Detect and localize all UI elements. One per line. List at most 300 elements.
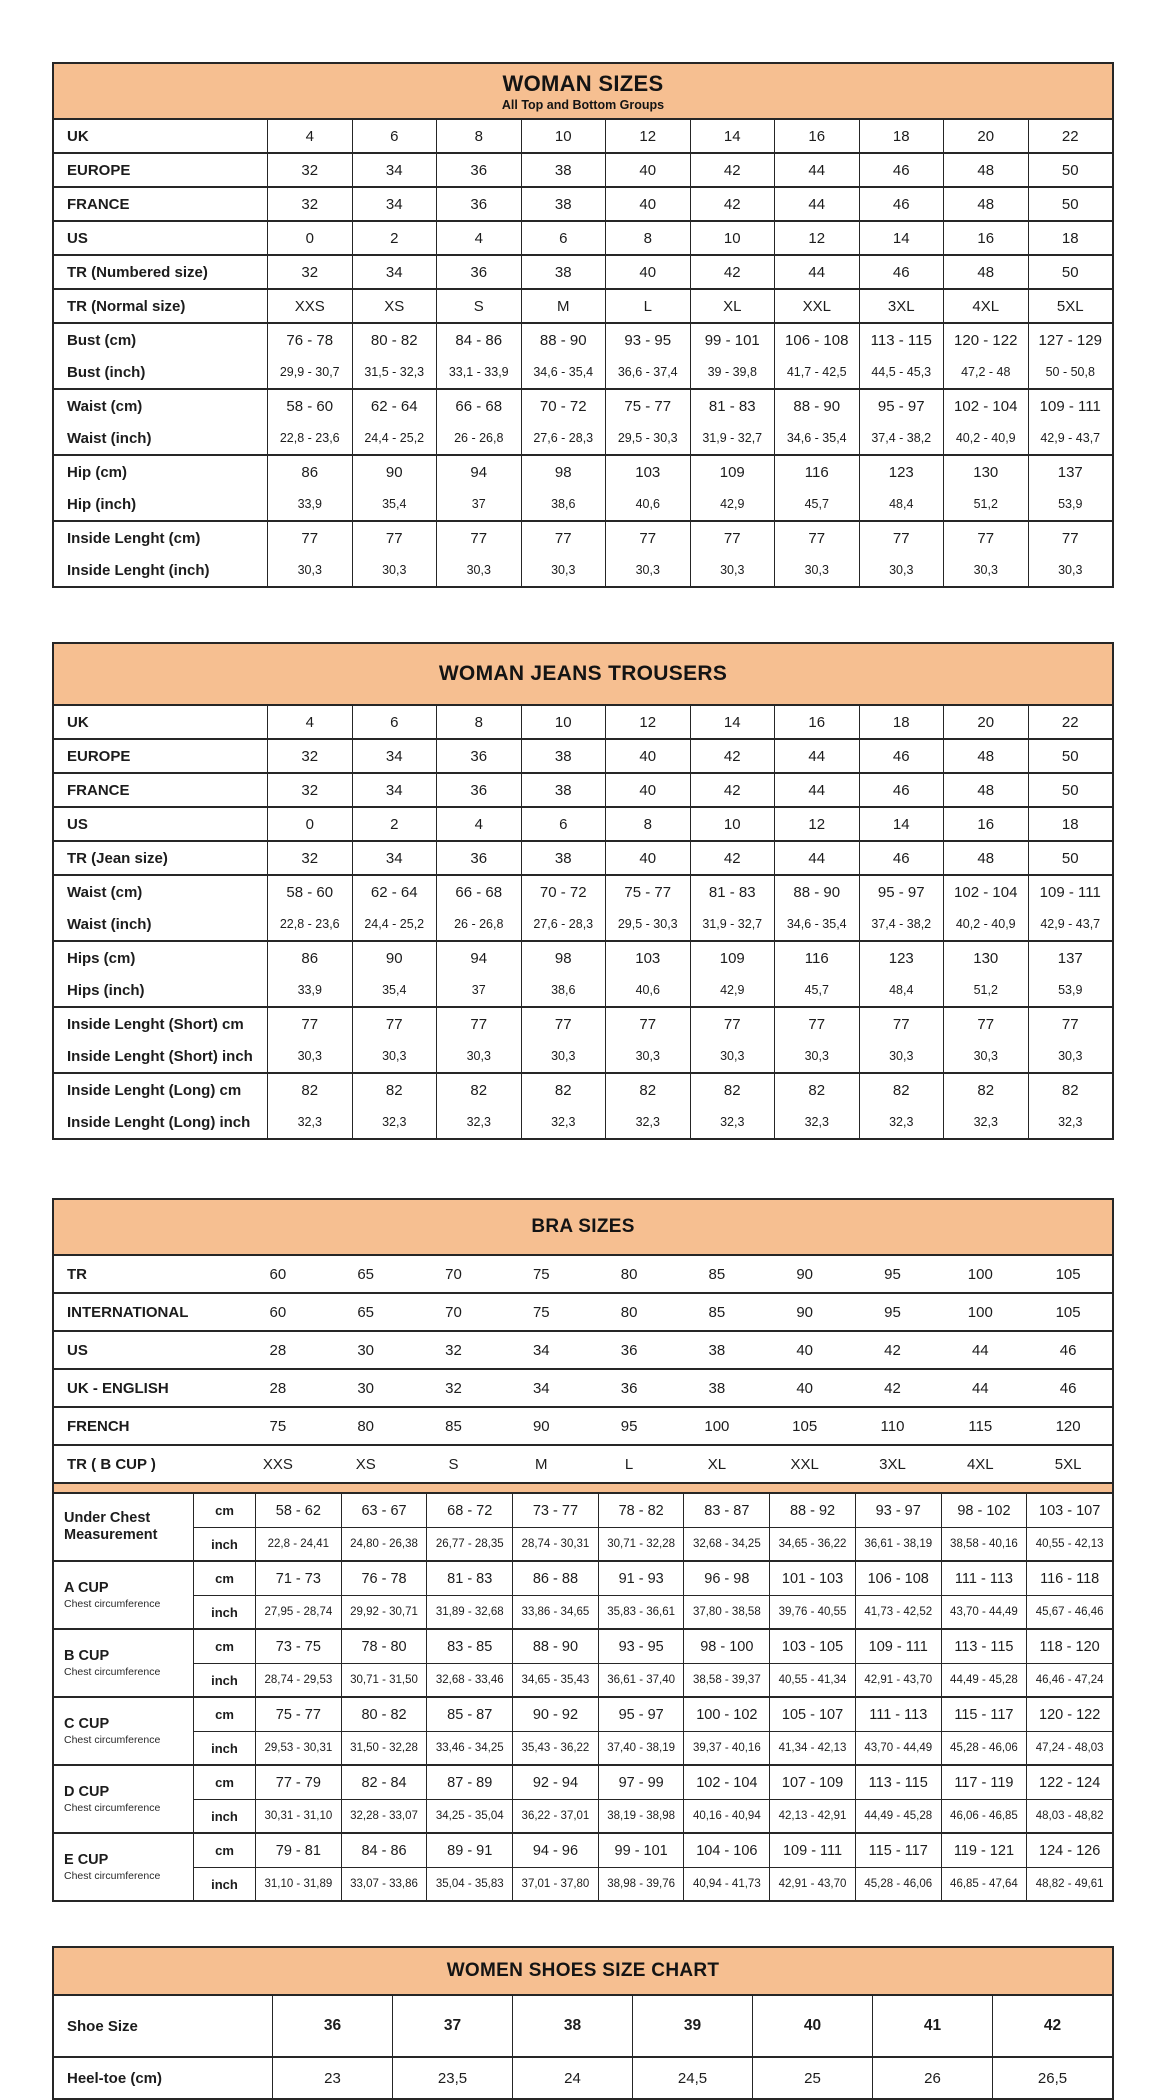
size-value: 94 bbox=[436, 942, 521, 974]
size-value: 80 bbox=[357, 1417, 375, 1435]
size-value: 58 - 60 bbox=[267, 876, 352, 908]
size-value: 98 bbox=[521, 942, 606, 974]
size-value: 42,9 - 43,7 bbox=[1028, 422, 1113, 454]
size-value: 95 - 97 bbox=[859, 876, 944, 908]
size-value: 36 bbox=[436, 774, 521, 806]
size-value: 30,3 bbox=[605, 1040, 690, 1072]
size-value: 50 bbox=[1028, 256, 1113, 288]
size-value: 77 bbox=[943, 522, 1028, 554]
size-value: 80 - 82 bbox=[352, 324, 437, 356]
size-value: 41,7 - 42,5 bbox=[774, 356, 859, 388]
bra-value: 124 - 126 bbox=[1026, 1834, 1112, 1867]
size-value: 38 bbox=[521, 842, 606, 874]
row-label: INTERNATIONAL bbox=[67, 1303, 189, 1321]
bra-value: 98 - 100 bbox=[683, 1630, 769, 1663]
size-value: 88 - 90 bbox=[521, 324, 606, 356]
size-value: 30,3 bbox=[436, 554, 521, 586]
size-value: 137 bbox=[1028, 942, 1113, 974]
unit-label: cm bbox=[193, 1698, 255, 1731]
bra-value: 48,03 - 48,82 bbox=[1026, 1799, 1112, 1832]
size-value: 40 bbox=[605, 154, 690, 186]
size-value: 41 bbox=[872, 1996, 992, 2056]
size-value: 127 - 129 bbox=[1028, 324, 1113, 356]
size-value: 85 bbox=[445, 1417, 462, 1435]
size-value: 36 bbox=[272, 1996, 392, 2056]
cup-group bbox=[54, 1764, 1112, 1832]
size-value: 32,3 bbox=[605, 1106, 690, 1138]
size-value: 48,4 bbox=[859, 974, 944, 1006]
size-value: 76 - 78 bbox=[267, 324, 352, 356]
cup-subtitle: Chest circumference bbox=[64, 1870, 161, 1883]
bra-value: 76 - 78 bbox=[341, 1562, 427, 1595]
size-value: 32 bbox=[445, 1341, 462, 1359]
row-label: Bust (inch) bbox=[67, 363, 146, 381]
row-label: TR (Numbered size) bbox=[67, 263, 208, 281]
size-value: 75 - 77 bbox=[605, 390, 690, 422]
size-value: 30,3 bbox=[859, 554, 944, 586]
size-value: XXS bbox=[262, 1455, 293, 1473]
bra-value: 117 - 119 bbox=[941, 1766, 1027, 1799]
table-row bbox=[54, 876, 1112, 908]
table-row bbox=[54, 2058, 1112, 2098]
bra-value: 45,28 - 46,06 bbox=[855, 1867, 941, 1900]
bra-value: 33,46 - 34,25 bbox=[426, 1731, 512, 1764]
size-value: 31,9 - 32,7 bbox=[690, 908, 775, 940]
bra-value: 29,53 - 30,31 bbox=[255, 1731, 341, 1764]
bra-value: 71 - 73 bbox=[255, 1562, 341, 1595]
size-value: 48 bbox=[943, 256, 1028, 288]
size-value: 85 bbox=[708, 1265, 726, 1283]
size-value: 24,4 - 25,2 bbox=[352, 908, 437, 940]
row-group bbox=[54, 738, 1112, 772]
bra-sizes-header bbox=[54, 1200, 1112, 1256]
size-value: 14 bbox=[690, 120, 775, 152]
size-value: 116 bbox=[774, 942, 859, 974]
size-value: 18 bbox=[1028, 808, 1113, 840]
size-value: 95 bbox=[620, 1417, 638, 1435]
bra-value: 104 - 106 bbox=[683, 1834, 769, 1867]
size-value: 32 bbox=[267, 154, 352, 186]
size-value: 4 bbox=[267, 706, 352, 738]
row-label: EUROPE bbox=[67, 747, 131, 765]
size-value: 2 bbox=[352, 222, 437, 254]
bra-value: 46,06 - 46,85 bbox=[941, 1799, 1027, 1832]
bra-value: 28,74 - 30,31 bbox=[512, 1527, 598, 1560]
size-value: 44,5 - 45,3 bbox=[859, 356, 944, 388]
size-value: 99 - 101 bbox=[690, 324, 775, 356]
size-value: 137 bbox=[1028, 456, 1113, 488]
size-value: 30,3 bbox=[774, 554, 859, 586]
table-row bbox=[54, 522, 1112, 554]
bra-value: 58 - 62 bbox=[255, 1494, 341, 1527]
woman-jeans-header bbox=[54, 644, 1112, 706]
bra-sizes-table bbox=[52, 1198, 1114, 1902]
size-value: 90 bbox=[352, 456, 437, 488]
size-value: 62 - 64 bbox=[352, 390, 437, 422]
size-value: 29,5 - 30,3 bbox=[605, 422, 690, 454]
row-label: FRANCE bbox=[67, 195, 130, 213]
size-value: 100 bbox=[704, 1417, 730, 1435]
size-value: 48 bbox=[943, 154, 1028, 186]
size-value: 3XL bbox=[879, 1455, 906, 1473]
bra-value: 84 - 86 bbox=[341, 1834, 427, 1867]
size-value: 12 bbox=[774, 222, 859, 254]
row-group bbox=[54, 840, 1112, 874]
size-value: 38,6 bbox=[521, 488, 606, 520]
size-value: 109 bbox=[690, 942, 775, 974]
size-value: 16 bbox=[943, 808, 1028, 840]
size-value: 45,7 bbox=[774, 974, 859, 1006]
size-value: 50 - 50,8 bbox=[1028, 356, 1113, 388]
size-value: 6 bbox=[521, 222, 606, 254]
bra-value: 40,16 - 40,94 bbox=[683, 1799, 769, 1832]
bra-value: 92 - 94 bbox=[512, 1766, 598, 1799]
size-value: 81 - 83 bbox=[690, 876, 775, 908]
bra-value: 36,22 - 37,01 bbox=[512, 1799, 598, 1832]
size-value: 109 bbox=[690, 456, 775, 488]
unit-label: cm bbox=[193, 1562, 255, 1595]
size-value: 120 bbox=[1055, 1417, 1081, 1435]
row-label: Inside Lenght (Long) inch bbox=[67, 1113, 251, 1131]
size-value: 77 bbox=[352, 522, 437, 554]
cup-label bbox=[54, 1766, 193, 1832]
size-value: 77 bbox=[690, 1008, 775, 1040]
bra-value: 40,94 - 41,73 bbox=[683, 1867, 769, 1900]
bra-value: 44,49 - 45,28 bbox=[941, 1663, 1027, 1696]
size-value: 16 bbox=[943, 222, 1028, 254]
size-value: 36 bbox=[436, 154, 521, 186]
size-value: 30,3 bbox=[521, 554, 606, 586]
size-value: 20 bbox=[943, 706, 1028, 738]
bra-value: 83 - 87 bbox=[683, 1494, 769, 1527]
size-value: 4 bbox=[267, 120, 352, 152]
size-value: 38 bbox=[521, 740, 606, 772]
table-row bbox=[54, 740, 1112, 772]
size-value: 30,3 bbox=[267, 554, 352, 586]
bra-value: 63 - 67 bbox=[341, 1494, 427, 1527]
size-value: 38 bbox=[708, 1379, 726, 1397]
size-value: 82 bbox=[605, 1074, 690, 1106]
row-group bbox=[54, 2056, 1112, 2098]
bra-value: 78 - 80 bbox=[341, 1630, 427, 1663]
size-value: 116 bbox=[774, 456, 859, 488]
row-group bbox=[54, 1006, 1112, 1072]
women-shoes-header bbox=[54, 1948, 1112, 1996]
size-value: 46 bbox=[859, 154, 944, 186]
table-row bbox=[54, 324, 1112, 356]
woman-jeans-grid bbox=[54, 706, 1112, 1138]
bra-value: 96 - 98 bbox=[683, 1562, 769, 1595]
size-value: 42 bbox=[992, 1996, 1112, 2056]
bra-value: 90 - 92 bbox=[512, 1698, 598, 1731]
size-value: 110 bbox=[880, 1417, 905, 1435]
size-value: 34,6 - 35,4 bbox=[521, 356, 606, 388]
bra-value: 79 - 81 bbox=[255, 1834, 341, 1867]
row-group bbox=[54, 940, 1112, 1006]
cup-group bbox=[54, 1494, 1112, 1560]
row-label: Hips (cm) bbox=[67, 949, 136, 967]
size-value: 8 bbox=[605, 808, 690, 840]
cup-group bbox=[54, 1696, 1112, 1764]
cup-group bbox=[54, 1628, 1112, 1696]
size-value: 77 bbox=[436, 522, 521, 554]
bra-value: 77 - 79 bbox=[255, 1766, 341, 1799]
table-row bbox=[54, 256, 1112, 288]
bra-value: 30,71 - 32,28 bbox=[598, 1527, 684, 1560]
table-row bbox=[54, 942, 1112, 974]
bra-value: 32,28 - 33,07 bbox=[341, 1799, 427, 1832]
row-label: Inside Lenght (Short) inch bbox=[67, 1047, 253, 1065]
woman-sizes-grid bbox=[54, 120, 1112, 586]
cup-subtitle: Chest circumference bbox=[64, 1802, 161, 1815]
cup-label bbox=[54, 1834, 193, 1900]
row-group bbox=[54, 454, 1112, 520]
size-value: 95 - 97 bbox=[859, 390, 944, 422]
size-value: M bbox=[521, 290, 606, 322]
row-label: Hip (inch) bbox=[67, 495, 137, 513]
bra-value: 32,68 - 34,25 bbox=[683, 1527, 769, 1560]
size-value: 50 bbox=[1028, 188, 1113, 220]
size-value: 48 bbox=[943, 188, 1028, 220]
table-row bbox=[54, 356, 1112, 388]
size-value: 48 bbox=[943, 774, 1028, 806]
bra-value: 38,98 - 39,76 bbox=[598, 1867, 684, 1900]
size-value: 36 bbox=[620, 1341, 638, 1359]
size-value: 40 bbox=[605, 774, 690, 806]
bra-value: 46,85 - 47,64 bbox=[941, 1867, 1027, 1900]
bra-value: 73 - 75 bbox=[255, 1630, 341, 1663]
size-value: 53,9 bbox=[1028, 974, 1113, 1006]
cup-subtitle: Chest circumference bbox=[64, 1666, 161, 1679]
size-value: 38 bbox=[708, 1341, 726, 1359]
cup-name: C CUP bbox=[64, 1715, 110, 1732]
row-label: EUROPE bbox=[67, 161, 131, 179]
size-value: 88 - 90 bbox=[774, 390, 859, 422]
bra-value: 31,50 - 32,28 bbox=[341, 1731, 427, 1764]
size-value: 6 bbox=[521, 808, 606, 840]
bra-value: 116 - 118 bbox=[1026, 1562, 1112, 1595]
size-value: 120 - 122 bbox=[943, 324, 1028, 356]
size-value: 84 - 86 bbox=[436, 324, 521, 356]
woman-sizes-subtitle: All Top and Bottom Groups bbox=[501, 97, 665, 112]
bra-value: 82 - 84 bbox=[341, 1766, 427, 1799]
cup-label bbox=[54, 1562, 193, 1628]
bra-cups-grid bbox=[54, 1494, 1112, 1900]
row-group bbox=[54, 806, 1112, 840]
size-value: 32,3 bbox=[352, 1106, 437, 1138]
size-value: 44 bbox=[774, 740, 859, 772]
row-group bbox=[54, 322, 1112, 388]
table-row bbox=[54, 422, 1112, 454]
size-value: 103 bbox=[605, 456, 690, 488]
bra-value: 40,55 - 41,34 bbox=[769, 1663, 855, 1696]
row-label: Shoe Size bbox=[67, 2017, 138, 2035]
size-value: 30,3 bbox=[352, 554, 437, 586]
bra-value: 93 - 95 bbox=[598, 1630, 684, 1663]
table-row bbox=[54, 188, 1112, 220]
size-value: 18 bbox=[1028, 222, 1113, 254]
size-value: 32 bbox=[267, 774, 352, 806]
size-value: XXL bbox=[774, 290, 859, 322]
size-value: 28 bbox=[269, 1341, 287, 1359]
bra-value: 88 - 92 bbox=[769, 1494, 855, 1527]
size-value: 44 bbox=[774, 842, 859, 874]
table-row bbox=[54, 1408, 1112, 1444]
size-value: 30,3 bbox=[1028, 554, 1113, 586]
size-value: 32,3 bbox=[859, 1106, 944, 1138]
bra-value: 103 - 107 bbox=[1026, 1494, 1112, 1527]
size-value: 28 bbox=[269, 1379, 287, 1397]
row-label: UK bbox=[67, 713, 89, 731]
size-value: 37 bbox=[392, 1996, 512, 2056]
women-shoes-grid bbox=[54, 1996, 1112, 2098]
size-value: 46 bbox=[1059, 1341, 1077, 1359]
size-value: 77 bbox=[521, 522, 606, 554]
size-value: 46 bbox=[859, 256, 944, 288]
size-value: 31,5 - 32,3 bbox=[352, 356, 437, 388]
size-value: 80 bbox=[620, 1265, 638, 1283]
bra-value: 113 - 115 bbox=[941, 1630, 1027, 1663]
size-value: 77 bbox=[859, 1008, 944, 1040]
size-value: 77 bbox=[774, 1008, 859, 1040]
size-value: 77 bbox=[352, 1008, 437, 1040]
size-value: 46 bbox=[859, 842, 944, 874]
size-value: 26,5 bbox=[992, 2058, 1112, 2098]
size-value: 77 bbox=[943, 1008, 1028, 1040]
size-value: 38 bbox=[521, 154, 606, 186]
bra-value: 120 - 122 bbox=[1026, 1698, 1112, 1731]
size-value: 30,3 bbox=[859, 1040, 944, 1072]
bra-value: 99 - 101 bbox=[598, 1834, 684, 1867]
size-value: 50 bbox=[1028, 842, 1113, 874]
size-value: 94 bbox=[436, 456, 521, 488]
bra-value: 80 - 82 bbox=[341, 1698, 427, 1731]
bra-value: 42,13 - 42,91 bbox=[769, 1799, 855, 1832]
size-value: 77 bbox=[521, 1008, 606, 1040]
size-value: 82 bbox=[859, 1074, 944, 1106]
size-value: S bbox=[448, 1455, 459, 1473]
bra-value: 45,28 - 46,06 bbox=[941, 1731, 1027, 1764]
table-row bbox=[54, 908, 1112, 940]
size-value: L bbox=[624, 1455, 634, 1473]
row-label: US bbox=[67, 815, 88, 833]
size-value: 8 bbox=[436, 120, 521, 152]
row-group bbox=[54, 520, 1112, 586]
row-group bbox=[54, 254, 1112, 288]
size-value: 10 bbox=[690, 808, 775, 840]
row-label: TR ( B CUP ) bbox=[67, 1455, 156, 1473]
size-value: 40,2 - 40,9 bbox=[943, 422, 1028, 454]
size-value: 31,9 - 32,7 bbox=[690, 422, 775, 454]
size-value: 82 bbox=[267, 1074, 352, 1106]
size-value: 47,2 - 48 bbox=[943, 356, 1028, 388]
size-value: 30,3 bbox=[267, 1040, 352, 1072]
size-value: 32 bbox=[267, 256, 352, 288]
table-row bbox=[54, 1370, 1112, 1406]
size-value: 62 - 64 bbox=[352, 876, 437, 908]
cup-label bbox=[54, 1494, 193, 1560]
bra-value: 83 - 85 bbox=[426, 1630, 512, 1663]
size-value: 40 bbox=[752, 1996, 872, 2056]
bra-value: 89 - 91 bbox=[426, 1834, 512, 1867]
size-value: 42 bbox=[690, 154, 775, 186]
size-value: 44 bbox=[774, 256, 859, 288]
bra-value: 34,65 - 36,22 bbox=[769, 1527, 855, 1560]
bra-value: 91 - 93 bbox=[598, 1562, 684, 1595]
row-group bbox=[54, 1406, 1112, 1444]
bra-value: 107 - 109 bbox=[769, 1766, 855, 1799]
bra-value: 68 - 72 bbox=[426, 1494, 512, 1527]
size-value: 77 bbox=[605, 522, 690, 554]
size-value: 53,9 bbox=[1028, 488, 1113, 520]
size-value: 70 - 72 bbox=[521, 390, 606, 422]
row-label: TR (Normal size) bbox=[67, 297, 186, 315]
size-value: 32,3 bbox=[1028, 1106, 1113, 1138]
size-value: 0 bbox=[267, 222, 352, 254]
size-value: 12 bbox=[774, 808, 859, 840]
size-value: XXL bbox=[790, 1455, 819, 1473]
cup-name: E CUP bbox=[64, 1851, 109, 1868]
row-group bbox=[54, 874, 1112, 940]
bra-value: 38,58 - 39,37 bbox=[683, 1663, 769, 1696]
row-label: Inside Lenght (inch) bbox=[67, 561, 210, 579]
size-value: 46 bbox=[859, 188, 944, 220]
unit-label: cm bbox=[193, 1630, 255, 1663]
size-value: 4XL bbox=[943, 290, 1028, 322]
bra-value: 39,76 - 40,55 bbox=[769, 1595, 855, 1628]
unit-label: inch bbox=[193, 1527, 255, 1560]
bra-value: 43,70 - 44,49 bbox=[855, 1731, 941, 1764]
size-value: 22 bbox=[1028, 706, 1113, 738]
table-row bbox=[54, 808, 1112, 840]
row-label: Inside Lenght (cm) bbox=[67, 529, 201, 547]
size-value: 93 - 95 bbox=[605, 324, 690, 356]
size-value: 77 bbox=[1028, 522, 1113, 554]
bra-value: 118 - 120 bbox=[1026, 1630, 1112, 1663]
size-value: 95 bbox=[884, 1265, 901, 1283]
size-value: 30,3 bbox=[943, 1040, 1028, 1072]
size-value: 44 bbox=[774, 154, 859, 186]
row-label: TR (Jean size) bbox=[67, 849, 168, 867]
bra-value: 115 - 117 bbox=[941, 1698, 1027, 1731]
size-value: 16 bbox=[774, 706, 859, 738]
size-value: 10 bbox=[690, 222, 775, 254]
size-value: 82 bbox=[1028, 1074, 1113, 1106]
bra-value: 34,25 - 35,04 bbox=[426, 1799, 512, 1832]
row-group bbox=[54, 706, 1112, 738]
size-value: 38 bbox=[521, 188, 606, 220]
cup-subtitle: Chest circumference bbox=[64, 1598, 161, 1611]
bra-value: 41,34 - 42,13 bbox=[769, 1731, 855, 1764]
bra-value: 26,77 - 28,35 bbox=[426, 1527, 512, 1560]
size-value: 34 bbox=[352, 154, 437, 186]
size-value: 34 bbox=[352, 188, 437, 220]
bra-value: 97 - 99 bbox=[598, 1766, 684, 1799]
size-value: 10 bbox=[521, 120, 606, 152]
size-value: 37 bbox=[436, 974, 521, 1006]
size-value: 22,8 - 23,6 bbox=[267, 422, 352, 454]
size-value: 22,8 - 23,6 bbox=[267, 908, 352, 940]
size-value: 77 bbox=[605, 1008, 690, 1040]
size-value: 51,2 bbox=[943, 488, 1028, 520]
bra-value: 30,31 - 31,10 bbox=[255, 1799, 341, 1832]
row-label: FRANCE bbox=[67, 781, 130, 799]
size-value: 82 bbox=[352, 1074, 437, 1106]
bra-value: 36,61 - 38,19 bbox=[855, 1527, 941, 1560]
size-value: 48 bbox=[943, 842, 1028, 874]
bra-value: 103 - 105 bbox=[769, 1630, 855, 1663]
cup-label bbox=[54, 1630, 193, 1696]
